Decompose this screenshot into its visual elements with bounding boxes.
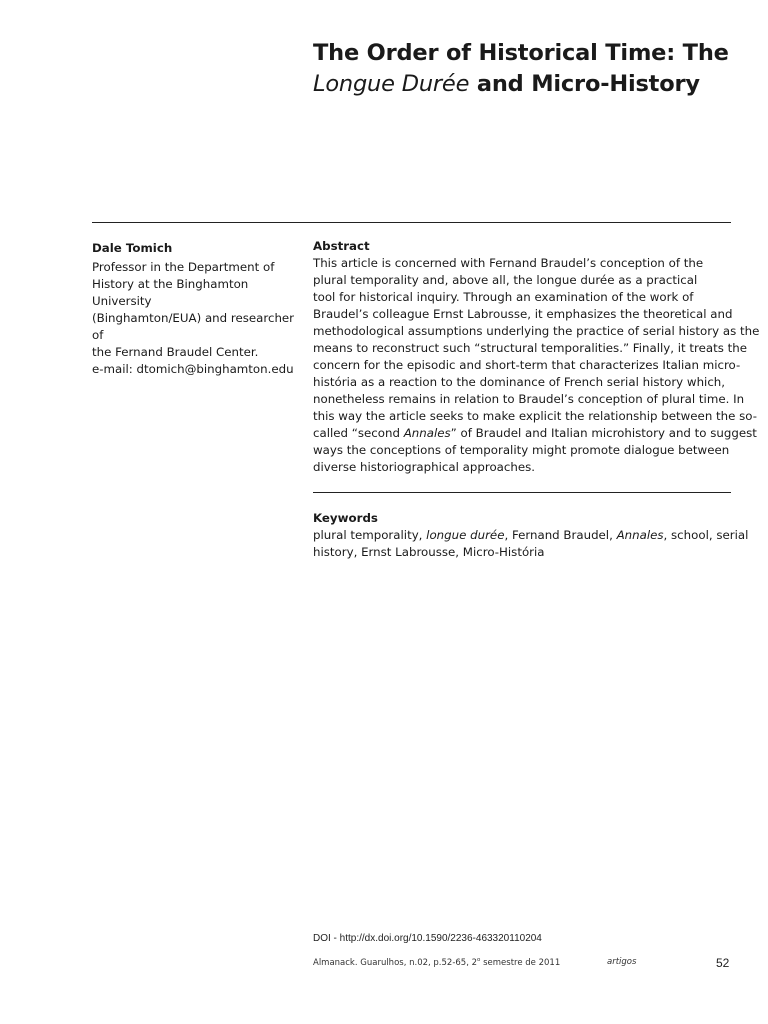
abstract-line: Braudel’s colleague Ernst Labrousse, it emphasizes the theoretical and	[313, 307, 733, 321]
abstract-line: means to reconstruct such “structural temporalities.” Finally, it treats the	[313, 341, 747, 355]
author-name: Dale Tomich	[92, 241, 173, 255]
abstract-line: concern for the episodic and short-term that characterizes Italian micro-	[313, 358, 741, 372]
keyword-text: , school, serial	[663, 528, 749, 542]
abstract-line: this way the article seeks to make explicit the relationship between the so-	[313, 409, 757, 423]
top-divider	[92, 222, 731, 223]
abstract-text	[313, 255, 760, 476]
abstract-heading: Abstract	[313, 239, 370, 253]
author-affiliation	[92, 259, 302, 378]
keywords-block	[313, 510, 749, 561]
affiliation-line: Professor in the Department of	[92, 260, 275, 274]
abstract-line: diverse historiographical approaches.	[313, 460, 536, 474]
title-line-2-rest: and Micro-History	[469, 71, 700, 97]
abstract-line	[313, 425, 757, 442]
page-number: 52	[716, 956, 730, 970]
doi-link[interactable]: DOI - http://dx.doi.org/10.1590/2236-463320110204	[313, 933, 542, 944]
abstract-line: methodological assumptions underlying the practice of serial history as the	[313, 324, 760, 338]
reference-superscript: o	[477, 957, 481, 963]
article-title	[313, 38, 733, 100]
keyword-italic: Annales	[616, 528, 664, 542]
reference-text-end: semestre de 2011	[480, 957, 561, 968]
title-line-1: The Order of Historical Time: The	[313, 40, 729, 66]
affiliation-line: History at the Binghamton University	[92, 277, 249, 308]
abstract-divider	[313, 492, 731, 493]
keyword-text: , Fernand Braudel,	[504, 528, 617, 542]
abstract-line-pre: called “second	[313, 426, 404, 440]
keyword-italic: longue durée	[426, 528, 505, 542]
keyword-text: plural temporality,	[313, 528, 427, 542]
affiliation-line: the Fernand Braudel Center.	[92, 345, 259, 359]
abstract-line: ways the conceptions of temporality might promote dialogue between	[313, 443, 730, 457]
abstract-line-post: ” of Braudel and Italian microhistory and to suggest	[450, 426, 757, 440]
affiliation-line: (Binghamton/EUA) and researcher of	[92, 311, 295, 342]
journal-reference	[313, 957, 560, 968]
title-italic-term: Longue Durée	[313, 71, 470, 97]
keywords-line	[313, 527, 749, 544]
abstract-line: nonetheless remains in relation to Braudel’s conception of plural time. In	[313, 392, 745, 406]
reference-text: Almanack. Guarulhos, n.02, p.52-65, 2	[313, 957, 478, 968]
abstract-line: This article is concerned with Fernand Braudel’s conception of the	[313, 256, 704, 270]
author-email: e-mail: dtomich@binghamton.edu	[92, 362, 294, 376]
author-block	[92, 240, 302, 378]
keywords-line: history, Ernst Labrousse, Micro-História	[313, 545, 545, 559]
abstract-line: história as a reaction to the dominance of French serial history which,	[313, 375, 726, 389]
annales-term: Annales	[403, 426, 451, 440]
abstract-line: tool for historical inquiry. Through an examination of the work of	[313, 290, 694, 304]
keywords-heading: Keywords	[313, 511, 378, 525]
section-label: artigos	[607, 957, 637, 967]
abstract-block	[313, 238, 760, 476]
abstract-line: plural temporality and, above all, the longue durée as a practical	[313, 273, 698, 287]
